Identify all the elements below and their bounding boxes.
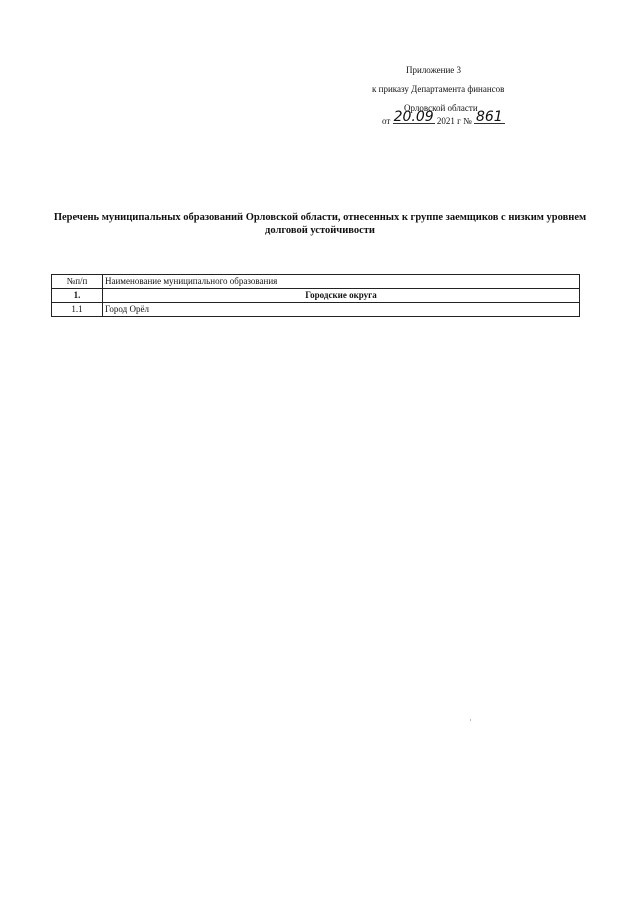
- row-name-cell: Городские округа: [103, 289, 580, 303]
- row-num-cell: 1.1: [52, 303, 103, 317]
- region-name: Орловской области: [404, 103, 478, 113]
- scan-speck: [470, 719, 471, 721]
- table-header-row: [52, 275, 580, 289]
- header-num-cell: №п/п: [52, 275, 103, 289]
- date-prefix: от: [382, 116, 391, 126]
- row-name-cell: Город Орёл: [103, 303, 580, 317]
- document-title: Перечень муниципальных образований Орловской области, отнесенных к группе заемщиков с низким уровнем долговой устойчивости: [53, 212, 587, 236]
- table-row: [52, 289, 580, 303]
- municipalities-table: [51, 274, 580, 317]
- row-num-cell: 1.: [52, 289, 103, 303]
- order-reference: к приказу Департамента финансов: [372, 84, 505, 94]
- date-year: 2021 г №: [436, 116, 472, 126]
- table-row: [52, 303, 580, 317]
- appendix-label: Приложение 3: [406, 65, 462, 75]
- handwritten-date: 20.09: [393, 109, 434, 125]
- header-name-cell: Наименование муниципального образования: [103, 275, 580, 289]
- order-date-line: [382, 109, 505, 127]
- handwritten-order-number: 861: [475, 109, 503, 125]
